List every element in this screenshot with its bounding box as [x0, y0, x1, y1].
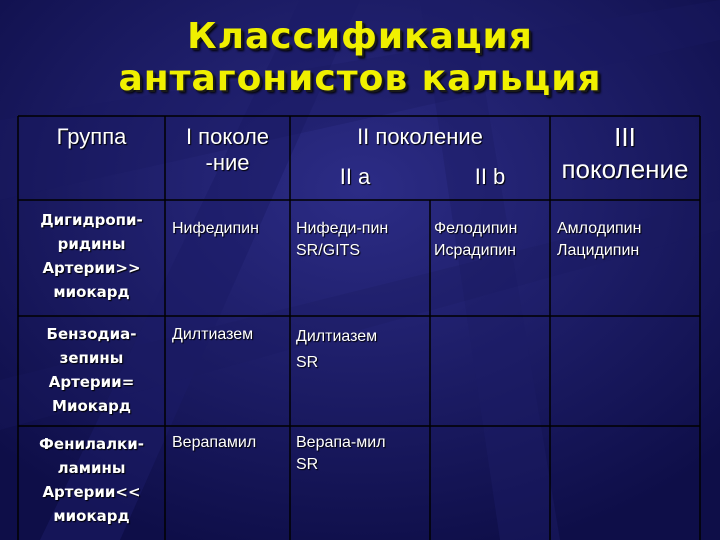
row-1-generation-3-line-2: Лацидипин: [557, 242, 640, 259]
header-generation-1-line-2: -ние: [205, 150, 250, 176]
row-2-group-line-2: зепины: [59, 349, 124, 367]
row-1-generation-2b-line-2: Исрадипин: [434, 242, 517, 259]
header-generation-2b: II b: [474, 164, 506, 189]
header-generation-1: [165, 124, 290, 177]
row-3-group-line-3: Артерии<<: [42, 483, 141, 501]
header-generation-3-line-1: III: [614, 122, 636, 152]
row-1-group-line-2: ридины: [57, 235, 126, 253]
header-group: Группа: [56, 124, 127, 149]
row-1-generation-2a-line-1: Нифеди-пин: [296, 220, 389, 237]
row-3-generation-2a: [296, 432, 386, 476]
row-1-generation-2b: [434, 218, 517, 262]
header-generation-2: II поколение: [357, 124, 483, 149]
row-2-group-line-3: Артерии=: [48, 373, 135, 391]
slide-title: [0, 16, 720, 100]
row-1-generation-2a: [296, 218, 388, 262]
row-3-group-line-2: ламины: [57, 459, 126, 477]
row-2-generation-2a: [296, 324, 377, 376]
row-2-group-line-1: Бензодиа-: [46, 325, 137, 343]
row-1-generation-2a-line-2: SR/GITS: [296, 242, 361, 259]
row-2-generation-2a-line-1: Дилтиазем: [296, 328, 378, 345]
header-generation-3-line-2: поколение: [561, 154, 689, 184]
header-generation-3: [550, 121, 700, 185]
header-generation-2a: II a: [339, 164, 371, 189]
row-3-generation-2a-line-1: Верапа-мил: [296, 434, 386, 451]
title-line-1: Классификация: [187, 16, 533, 57]
row-1-group: [18, 208, 165, 304]
row-3-group-line-1: Фенилалки-: [39, 435, 144, 453]
row-2-generation-2a-line-2: SR: [296, 354, 319, 371]
row-1-group-line-4: миокард: [53, 283, 130, 301]
title-line-2: антагонистов кальция: [118, 58, 602, 99]
row-2-group: [18, 322, 165, 418]
row-3-group-line-4: миокард: [53, 507, 130, 525]
row-1-generation-3: [557, 218, 641, 262]
row-2-group-line-4: Миокард: [52, 397, 131, 415]
row-1-group-line-3: Артерии>>: [42, 259, 141, 277]
row-3-group: [18, 432, 165, 528]
row-1-generation-2b-line-1: Фелодипин: [434, 220, 518, 237]
row-3-generation-1: Верапамил: [172, 434, 257, 451]
row-2-generation-1: Дилтиазем: [172, 326, 254, 343]
header-generation-1-line-1: I поколе: [185, 124, 270, 149]
row-3-generation-2a-line-2: SR: [296, 456, 319, 473]
row-1-generation-1: Нифедипин: [172, 220, 259, 237]
row-1-group-line-1: Дигидропи-: [40, 211, 143, 229]
row-1-generation-3-line-1: Амлодипин: [557, 220, 642, 237]
